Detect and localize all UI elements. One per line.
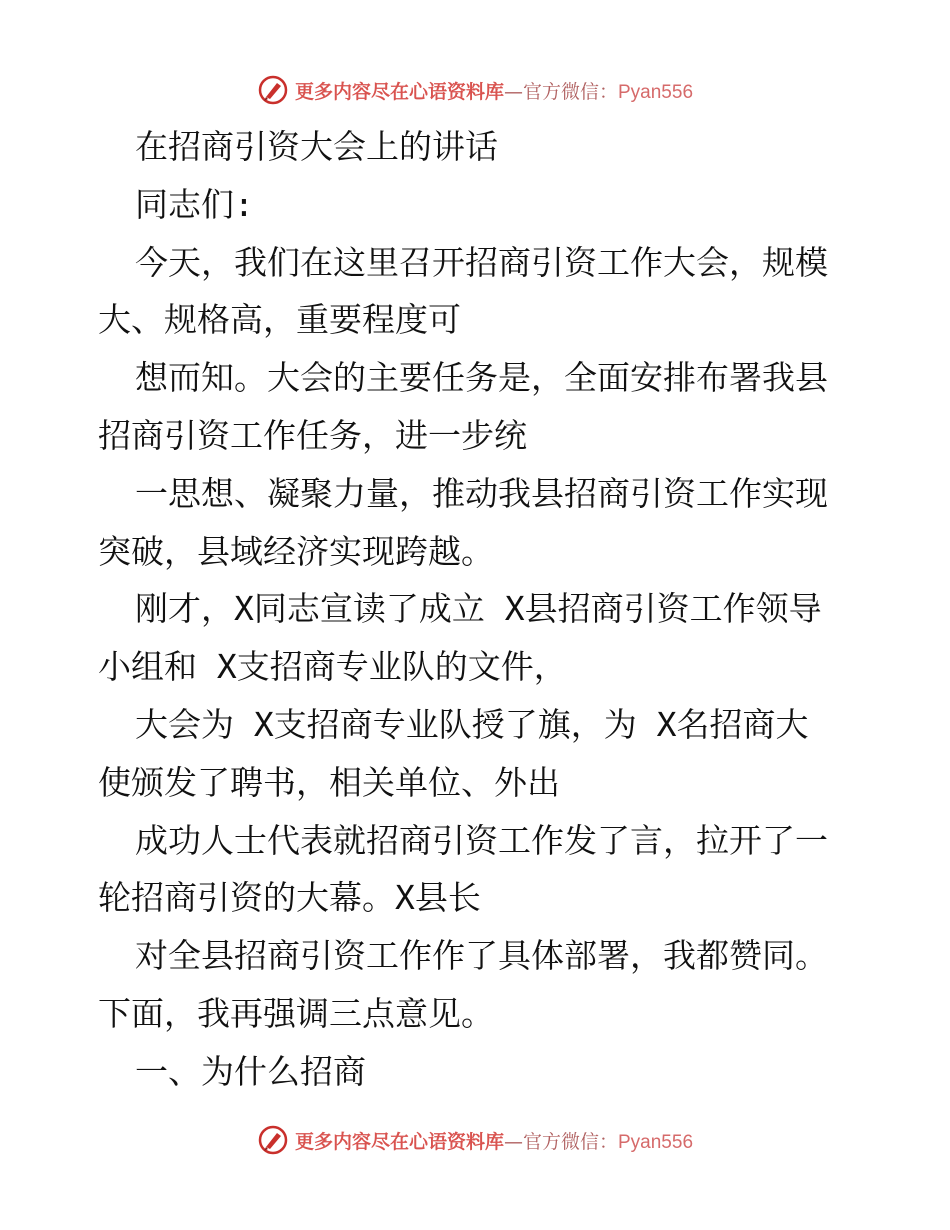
watermark-brand: 更多内容尽在心语资料库: [294, 80, 504, 103]
salutation: 同志们:: [135, 184, 254, 224]
document-body: [98, 118, 858, 1101]
paragraph: 刚才，X同志宣读了成立 X县招商引资工作领导 小组和 X支招商专业队的文件，: [98, 589, 822, 687]
watermark-header: [0, 70, 950, 110]
watermark-label: 官方微信：: [522, 1130, 618, 1153]
pen-logo-icon: [257, 74, 289, 106]
watermark-footer: [0, 1120, 950, 1160]
pen-logo-icon: [257, 1124, 289, 1156]
watermark-dash: —: [503, 1130, 523, 1153]
watermark-id: Pyan556: [618, 1131, 694, 1153]
watermark-text: [295, 77, 693, 104]
watermark-label: 官方微信：: [522, 80, 618, 103]
section-heading: 一、为什么招商: [135, 1051, 366, 1091]
paragraph: 大会为 X支招商专业队授了旗，为 X名招商大 使颁发了聘书，相关单位、外出: [98, 704, 809, 802]
paragraph: 对全县招商引资工作作了具体部署，我都赞同。 下面，我再强调三点意见。: [98, 936, 828, 1033]
watermark-id: Pyan556: [618, 81, 694, 103]
paragraph: 成功人士代表就招商引资工作发了言，拉开了一 轮招商引资的大幕。X县长: [98, 820, 828, 918]
paragraph: 一思想、凝聚力量，推动我县招商引资工作实现 突破，县域经济实现跨越。: [98, 473, 828, 571]
document-title: 在招商引资大会上的讲话: [135, 127, 498, 166]
watermark-dash: —: [503, 80, 523, 103]
paragraph: 想而知。大会的主要任务是，全面安排布署我县 招商引资工作任务，进一步统: [98, 358, 828, 455]
watermark-brand: 更多内容尽在心语资料库: [294, 1130, 504, 1153]
paragraph: 今天，我们在这里召开招商引资工作大会，规模 大、规格高，重要程度可: [98, 242, 828, 340]
watermark-text: [295, 1127, 693, 1154]
